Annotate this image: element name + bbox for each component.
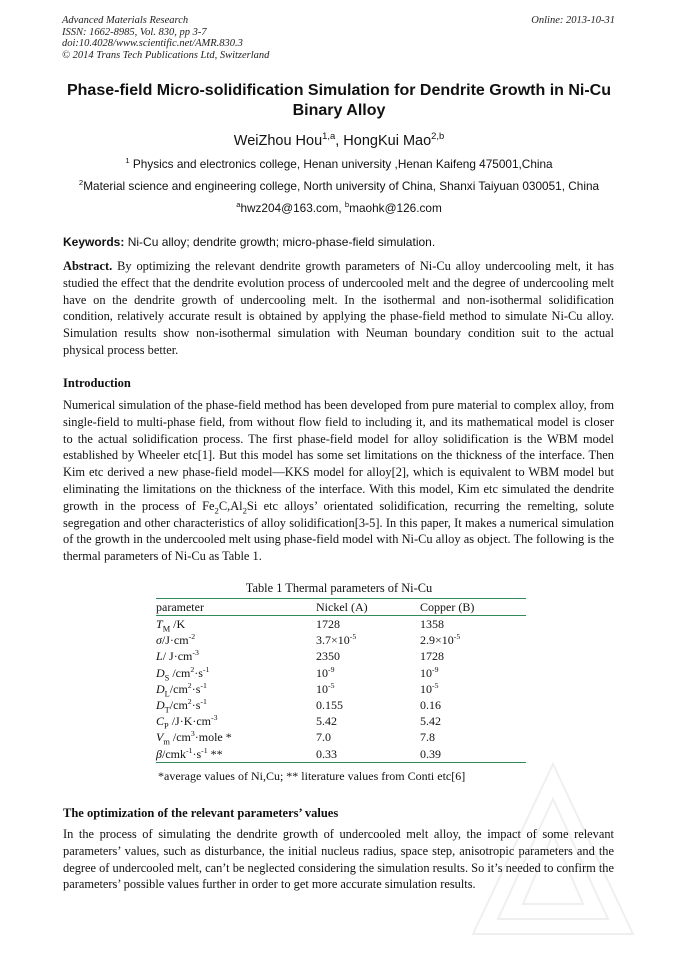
affiliation-number: 1 [125,156,130,166]
table-row [156,697,526,713]
copyright-line: © 2014 Trans Tech Publications Ltd, Switzerland [62,49,270,61]
parameter-cell [156,697,316,713]
copper-value [420,681,526,697]
abstract-text: By optimizing the relevant dendrite growth parameters of Ni-Cu alloy undercooling melt, it has studied the effect that the dendrite evolution process of undercooled melt and the degree of undercooling melt have on the dendrite growth of undercooling melt. In the isothermal and non-isothermal solidification condition, relatively accurate result is obtained by applying the phase-field method to simulate Ni-Cu alloy. Simulation results show non-isothermal simulation with Neuman boundary condition suit to the actual physical process better. [63,259,614,357]
keywords-text: Ni-Cu alloy; dendrite growth; micro-phase-field simulation. [127,235,436,249]
parameter-unit: / J·cm [162,649,193,664]
value-text: 5.42 [316,714,337,729]
value-text: 10 [316,681,328,696]
value-text: 0.39 [420,746,441,761]
value-text: 1358 [420,617,444,631]
table-note: *average values of Ni,Cu; ** literature values from Conti etc[6] [158,769,466,783]
affiliation-2 [0,179,678,193]
table-row [156,648,526,664]
parameter-symbol: σ [156,633,162,648]
parameter-cell [156,681,316,697]
formula-fe: Fe [202,498,215,513]
unit-exponent: -2 [188,632,196,642]
nickel-value [316,729,420,745]
formula-subscript: 2 [214,505,219,516]
parameter-subscript: M [162,624,171,634]
nickel-value [316,648,420,664]
table-caption: Table 1 Thermal parameters of Ni-Cu [245,581,433,595]
journal-name: Advanced Materials Research [62,15,189,26]
keywords-label: Keywords: [63,235,125,249]
section-heading-optimization: The optimization of the relevant parameters’ values [63,806,339,820]
table-row [156,616,526,633]
copper-value [420,616,526,633]
parameter-symbol: C [156,714,165,729]
parameter-unit-tail: ·mole * [194,730,232,745]
value-text: 10 [420,681,432,696]
author-list: WeiZhou Hou$^{1,a}$, HongKui Mao$^{2,b}$ [233,130,445,149]
parameter-unit-tail: ·s [192,746,202,761]
online-date: Online: 2013-10-31 [531,15,615,26]
parameter-cell [156,648,316,664]
parameter-subscript: T [164,705,170,715]
unit-exponent: -3 [192,648,199,658]
copper-value [420,713,526,729]
parameter-unit: /J·K·cm [168,714,212,729]
parameter-subscript: m [163,737,170,747]
nickel-value [316,697,420,713]
section-heading-introduction: Introduction [63,376,131,390]
unit-exponent: -1 [200,696,207,706]
value-text: 10 [316,665,328,680]
table-row [156,713,526,729]
parameter-subscript: S [164,672,170,682]
unit-exponent: 2 [190,664,195,674]
value-exponent: -5 [328,680,335,690]
copper-value [420,665,526,681]
parameter-unit: /cm [169,681,188,696]
table-header-row [156,599,526,616]
unit-exponent: -3 [211,713,218,723]
value-text: 5.42 [420,714,441,729]
table-row [156,665,526,681]
parameter-cell [156,746,316,763]
parameter-unit: /K [170,617,186,631]
parameter-cell [156,632,316,648]
copper-value [420,729,526,745]
value-text: 0.33 [316,746,337,761]
unit-exponent: 2 [187,680,192,690]
value-text: 10 [420,665,432,680]
column-header: parameter [156,599,316,616]
doi-line[interactable]: doi:10.4028/www.scientific.net/AMR.830.3 [62,38,243,49]
keywords [63,235,435,249]
nickel-value [316,681,420,697]
parameter-cell [156,713,316,729]
parameter-unit-2: ·s [191,697,201,712]
formula-c-al: C,Al [218,498,243,513]
value-text: 0.155 [316,697,343,712]
intro-text-part1: Numerical simulation of the phase-field method has been developed from pure material to complex alloy, from single-field to multi-phase field, from without flow field to including it, and its mathematical model is closer to the actual solidification process. The first phase-field model for alloy solidification is the WBM model established by Wheeler etc[1]. But this model has some set limitations on the thickness of the interface. Then Kim etc derived a new phase-field model—KKS model for alloy[2], which is equivalent to WBM model but eliminating the limitations on the thickness of the interface. With this model, Kim etc simulated the dendrite growth in the process of [63,398,614,513]
author-affil-mark: 1,a [322,130,336,142]
parameter-unit: /J·cm [161,633,189,648]
formula-subscript: 2 [242,505,247,516]
parameter-unit-2: ·s [191,681,201,696]
parameter-symbol: D [156,681,165,696]
table-row [156,729,526,745]
parameter-cell [156,616,316,633]
author-emails: $^a$hwz204@163.com, $^b$maohk@126.com [236,200,442,215]
affiliation-text: Physics and electronics college, Henan university ,Henan Kaifeng 475001,China [132,157,553,171]
affiliation-1 [0,157,678,171]
value-exponent: -5 [349,632,357,642]
abstract-label: Abstract. [63,259,113,273]
nickel-value [316,632,420,648]
nickel-value [316,616,420,633]
affiliation-text: Material science and engineering college, North university of China, Shanxi Taiyuan 030051, China [83,179,600,193]
unit-exponent: -1 [201,745,208,755]
copper-value [420,632,526,648]
email-address[interactable]: maohk@126.com [349,201,442,215]
parameter-unit: /cm [169,665,191,680]
email-mark: a [236,200,241,210]
value-exponent: -9 [328,664,335,674]
column-header: Nickel (A) [316,599,420,616]
email-address[interactable]: hwz204@163.com [240,201,339,215]
unit-exponent: -1 [202,664,210,674]
value-text: 3.7×10 [316,633,350,648]
value-text: 2350 [316,649,340,664]
parameter-symbol: β [156,746,162,761]
paper-title: Phase-field Micro-solidification Simulation for Dendrite Growth in Ni-Cu Binary Alloy [66,82,612,119]
value-text: 1728 [316,617,340,631]
value-text: 7.8 [420,730,435,745]
parameter-subscript: P [164,721,169,731]
parameter-unit: /cmk [161,746,186,761]
parameter-cell [156,729,316,745]
parameter-unit-tail: ** [207,746,223,761]
optimization-paragraph: In the process of simulating the dendrite growth of undercooled melt alloy, the impact of some relevant parameters’ values, such as disturbance, the initial nucleus radius, space step, anisotropic parameters and the degree of undercooled melt, can’t be neglected considering the simulation results. So it’s needed to confirm the parameters’ possible values further in order to get more accurate simulation results. [63,827,614,892]
email-mark: b [344,200,350,210]
introduction-paragraph [63,397,614,565]
nickel-value [316,713,420,729]
parameter-unit-2: ·s [194,665,203,680]
parameter-subscript: L [164,689,170,699]
unit-exponent: 3 [190,729,195,739]
value-text: 1728 [420,649,444,664]
value-exponent: -9 [432,664,439,674]
parameter-unit: /cm [169,697,188,712]
copper-value [420,648,526,664]
value-text: 0.16 [420,697,441,712]
parameter-unit: /cm [169,730,191,745]
parameter-cell [156,665,316,681]
parameter-symbol: V [156,730,164,745]
parameter-symbol: T [156,617,163,631]
column-header: Copper (B) [420,599,526,616]
unit-exponent: -1 [200,680,207,690]
parameter-symbol: L [156,649,163,664]
intro-text-part2: Si etc alloys’ orientated solidification, recurring the remelting, solute segregation and other characteristics of alloy solidification[3-5]. In this paper, It makes a numerical simulation of the growth in the undercooled melt using phase-field model with Ni-Cu alloy as object. The following is the thermal parameters of Ni-Cu as Table 1. [63,498,614,564]
abstract [63,258,614,359]
table-row [156,632,526,648]
nickel-value [316,665,420,681]
journal-header [62,15,269,61]
value-text: 2.9×10 [420,633,454,648]
unit-exponent: -1 [185,745,193,755]
copper-value [420,697,526,713]
issn-line: ISSN: 1662-8985, Vol. 830, pp 3-7 [62,26,207,38]
unit-exponent: 2 [187,696,192,706]
nickel-value [316,746,420,763]
parameter-symbol: D [156,697,165,712]
author-affil-mark: 2,b [431,130,445,142]
table-row [156,681,526,697]
author-name: WeiZhou Hou [233,133,323,149]
value-exponent: -5 [432,680,439,690]
author-name: HongKui Mao [343,133,432,149]
affiliation-number: 2 [78,178,84,188]
value-exponent: -5 [453,632,461,642]
watermark-graphic [468,759,638,939]
parameter-symbol: D [156,665,165,680]
value-text: 7.0 [316,730,331,745]
thermal-parameters-table [156,598,526,763]
